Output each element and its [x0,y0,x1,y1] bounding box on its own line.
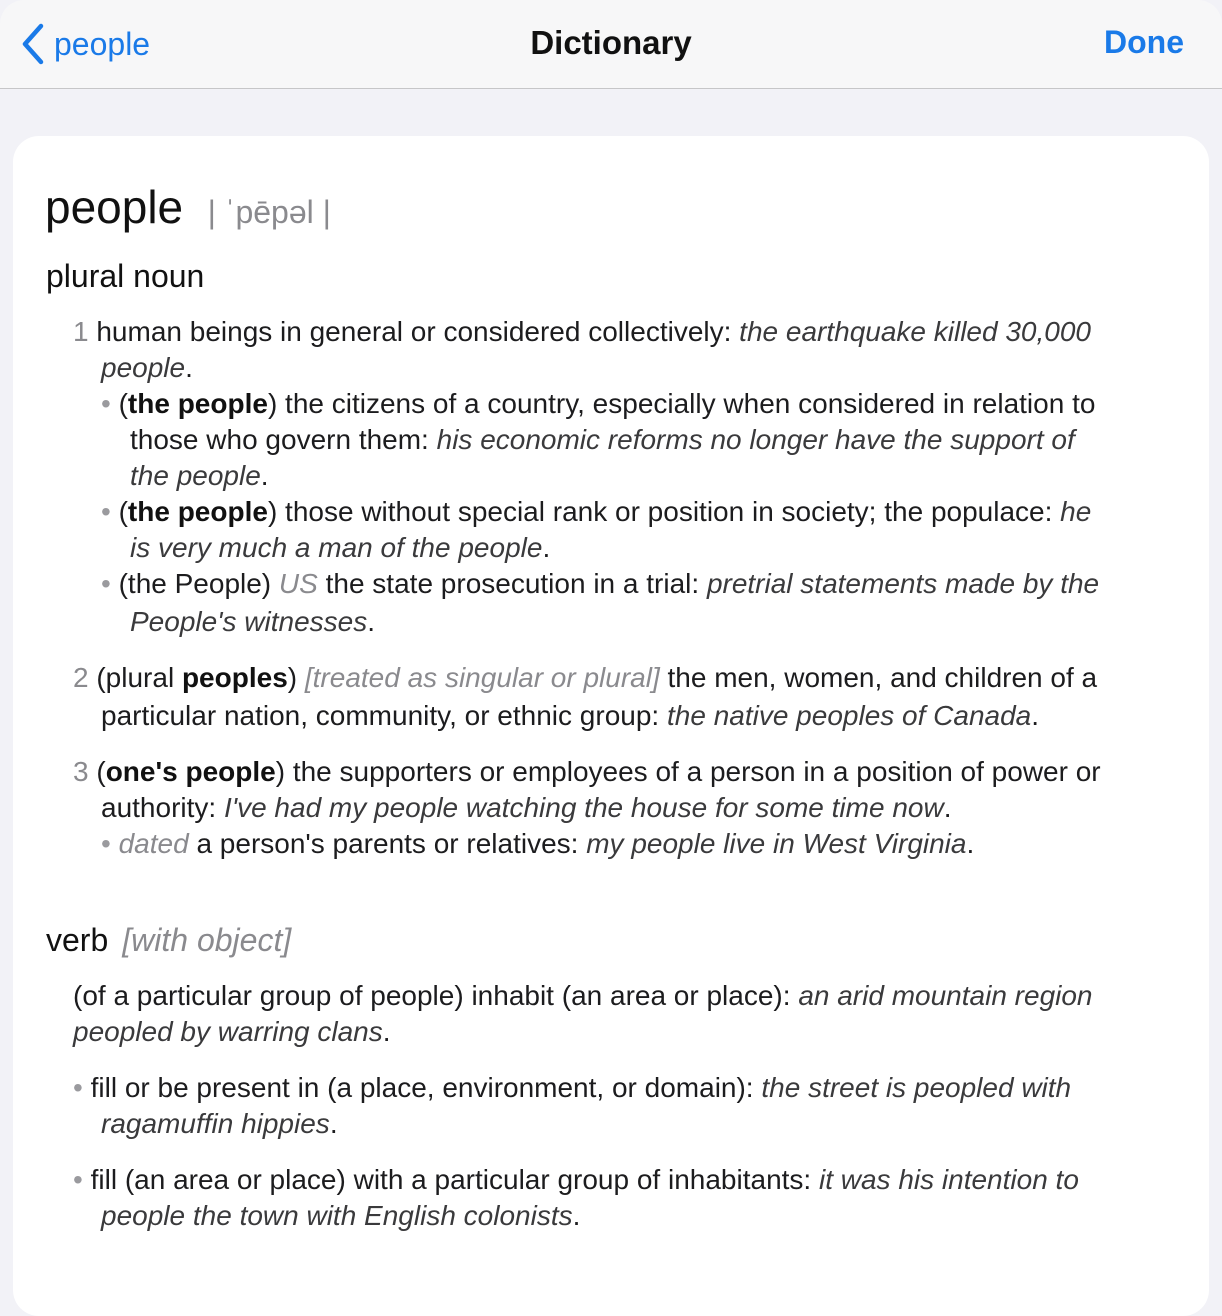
example: the street is peopled with [761,1072,1072,1103]
definition: particular nation, community, or ethnic group: [101,700,667,731]
subsense-1c-line-1 [101,566,1099,602]
sense-2-line-2: particular nation, community, or ethnic group: the native peoples of Canada. [101,700,1040,731]
register-label: dated [118,828,189,859]
headword-row [45,180,331,234]
example: is very much a man of the people [130,532,543,563]
definition: fill (an area or place) with a particular group of inhabitants: [90,1164,819,1195]
part-of-speech-verb: verb [with object] [46,922,292,958]
example: an arid mountain region [798,980,1093,1011]
verb-sense-2-line-1 [73,1070,1071,1106]
sense-number: 3 [73,756,89,787]
subsense-1c-line-2: People's witnesses. [130,606,376,637]
definition: the men, women, and children of a [659,662,1098,693]
definition: fill or be present in (a place, environment, or domain): [90,1072,762,1103]
definition: those without special rank or position in society; the populace: [277,496,1061,527]
example: the people [130,460,261,491]
example: he [1060,496,1092,527]
done-button[interactable]: Done [1104,24,1184,60]
bullet: • [101,496,111,527]
bullet: • [101,828,111,859]
verb-sense-3-line-2: people the town with English colonists. [101,1200,581,1231]
bullet: • [101,568,111,599]
grammar-label: [with object] [122,922,292,958]
definition-card [13,136,1209,1316]
subsense-1a-line-2 [130,422,1075,458]
verb-sense-3-line-1 [73,1162,1079,1198]
part-of-speech-noun: plural noun [46,258,205,294]
example: ragamuffin hippies [101,1108,330,1139]
example: pretrial statements made by the [706,568,1100,599]
pronunciation: | ˈpēpəl | [207,194,331,230]
phrase: peoples [181,662,288,693]
definition: (of a particular group of people) inhabit (an area or place): [73,980,799,1011]
definition: authority: [101,792,224,823]
example: his economic reforms no longer have the support of [436,424,1075,455]
example: people the town with English colonists [101,1200,573,1231]
subsense-1a-line-3: the people. [130,460,269,491]
example: it was his intention to [818,1164,1079,1195]
definition: the state prosecution in a trial: [317,568,707,599]
sense-1-line-1 [73,314,1091,350]
verb-sense-2-line-2: ragamuffin hippies. [101,1108,338,1139]
example: People's witnesses [130,606,368,637]
definition: those who govern them: [130,424,437,455]
navigation-bar [0,0,1222,89]
definition: a person's parents or relatives: [188,828,587,859]
example: my people live in West Virginia [586,828,967,859]
sense-2-line-1: 2 (plural peoples) [treated as singular or plural] the men, women, and children of a [73,662,1098,693]
definition: human beings in general or considered collectively: [96,316,740,347]
sense-number: 2 [73,662,89,693]
example: the native peoples of Canada [666,700,1032,731]
label: (the People) [118,568,279,599]
headword: people [45,181,184,233]
subsense-1a-line-1: • (the people) the citizens of a country, especially when considered in relation to [101,388,1096,419]
example: people [101,352,186,383]
verb-sense-1-line-1 [73,978,1093,1014]
region-label: US [278,568,318,599]
phrase: the people [127,496,268,527]
phrase: one's people [105,756,276,787]
sense-3-line-1: 3 (one's people) the supporters or employees of a person in a position of power or [73,756,1101,787]
sense-number: 1 [73,316,89,347]
definition: the supporters or employees of a person in a position of power or [285,756,1101,787]
subsense-1b-line-2: is very much a man of the people. [130,532,551,563]
page-title: Dictionary [530,24,692,61]
bullet: • [73,1072,83,1103]
sense-1-line-2: people. [101,352,193,383]
grammar-label: [treated as singular or plural] [304,662,660,693]
phrase: the people [127,388,268,419]
definition: the citizens of a country, especially when considered in relation to [277,388,1096,419]
example: the earthquake killed 30,000 [739,316,1091,347]
sense-3-line-2: authority: I've had my people watching the house for some time now. [101,792,952,823]
subsense-1b-line-1: • (the people) those without special rank or position in society; the populace: he [101,496,1092,527]
subsense-3a: • dated a person's parents or relatives: my people live in West Virginia. [101,828,975,859]
bullet: • [73,1164,83,1195]
verb-sense-1-line-2: peopled by warring clans. [73,1016,391,1047]
bullet: • [101,388,111,419]
example: I've had my people watching the house for some time now [223,792,944,823]
example: peopled by warring clans [73,1016,383,1047]
back-button-label: people [54,25,151,62]
